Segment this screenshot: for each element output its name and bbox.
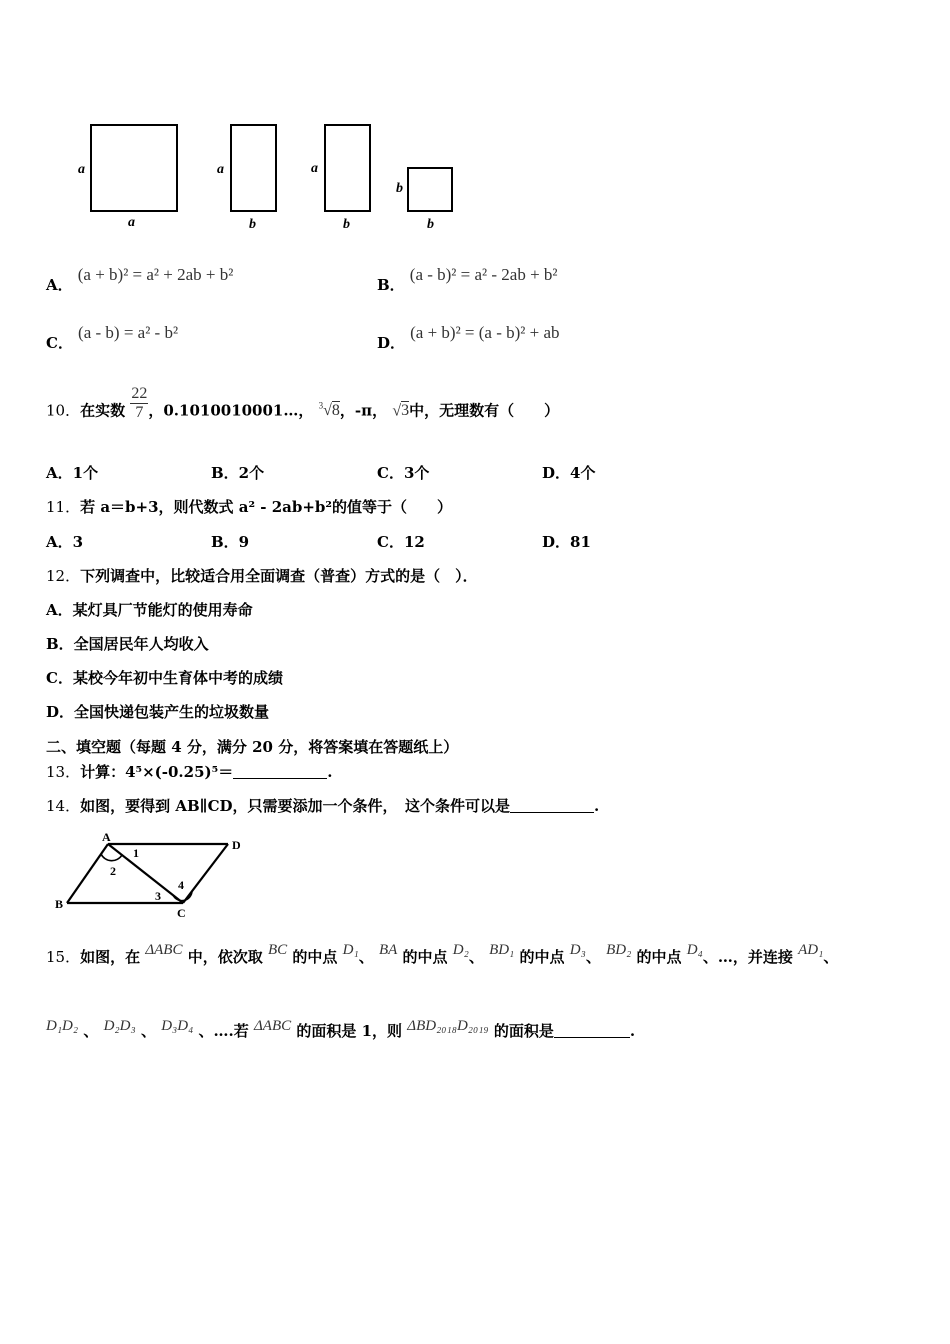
q10-number: 10． <box>46 401 81 420</box>
q15-l2-m4: ΔABC <box>254 1018 292 1034</box>
rect-2-bottom-label: b <box>343 217 350 232</box>
q15-l1-m5: D₂ <box>452 942 469 958</box>
diagonal-ac <box>108 844 183 903</box>
parallelogram-figure <box>52 828 252 923</box>
q15-l1-t4: 、 <box>358 948 374 966</box>
big-square-side-label: a <box>78 162 85 177</box>
small-square-bottom-label: b <box>427 217 434 232</box>
q14-number: 14． <box>46 797 81 815</box>
q10-frac-den: 7 <box>135 403 144 421</box>
q13-end: . <box>327 763 333 781</box>
q9-option-b-formula: (a - b)² = a² - 2ab + b² <box>409 265 558 284</box>
q15-l1-t1: 如图，在 <box>80 948 141 966</box>
q15-l2-t4: 的面积是 1，则 <box>296 1022 403 1040</box>
q9-option-a[interactable] <box>46 264 234 294</box>
q9-option-d-label: D． <box>377 334 406 352</box>
area-model-figure <box>70 115 470 240</box>
q9-option-b[interactable] <box>377 264 558 294</box>
q11-number: 11． <box>46 498 81 516</box>
big-square-bottom-label: a <box>128 215 135 230</box>
q10-decimal: ，0.1010010001…， <box>148 401 314 420</box>
q15-l1-m2: BC <box>267 942 288 958</box>
q12-text: 下列调查中，比较适合用全面调查（普查）方式的是（ ）． <box>80 567 478 585</box>
question-14 <box>46 795 599 816</box>
q9-option-d[interactable] <box>377 322 560 352</box>
angle-arc-a <box>101 854 122 861</box>
vertex-c-label: C <box>177 906 186 920</box>
q15-l2-m2: D₂D₃ <box>103 1018 136 1034</box>
q15-l1-t8: 、 <box>585 948 601 966</box>
q9-option-b-label: B． <box>377 276 405 294</box>
angle-2-label: 2 <box>110 864 116 878</box>
q15-l1-m4: BA <box>378 942 398 958</box>
section-2-title: 二、填空题（每题 4 分，满分 20 分，将答案填在答题纸上） <box>46 738 459 756</box>
rect-1-bottom-label: b <box>249 217 256 232</box>
q15-l1-t11: 、 <box>823 948 839 966</box>
q15-l1-t9: 的中点 <box>636 948 682 966</box>
q12-number: 12． <box>46 567 81 585</box>
q10-option-c[interactable]: C．3个 <box>377 464 430 482</box>
small-square-side-label: b <box>396 181 403 196</box>
rect-1-side-label: a <box>217 162 224 177</box>
question-13 <box>46 761 332 782</box>
q10-pi: ，-π， <box>339 401 388 420</box>
q9-option-d-formula: (a + b)² = (a - b)² + ab <box>410 323 560 342</box>
q15-l1-t3: 的中点 <box>292 948 338 966</box>
angle-1-label: 1 <box>133 846 139 860</box>
q15-l2-t5: 的面积是 <box>493 1022 554 1040</box>
rect-2 <box>325 125 370 211</box>
vertex-b-label: B <box>55 897 64 911</box>
q9-option-a-label: A． <box>46 276 73 294</box>
q12-option-a[interactable]: A．某灯具厂节能灯的使用寿命 <box>46 601 253 619</box>
q15-l1-m6: BD₁ <box>489 942 515 958</box>
q15-l1-t6: 、 <box>468 948 484 966</box>
vertex-a-label: A <box>102 830 111 844</box>
q15-l1-m9: D₄ <box>686 942 703 958</box>
q15-l1-t2: 中，依次取 <box>187 948 263 966</box>
question-10 <box>46 378 559 434</box>
question-15-line-2 <box>46 1020 635 1041</box>
q15-l1-m10: AD₁ <box>798 942 824 958</box>
q15-end: . <box>629 1022 636 1040</box>
q12-option-c[interactable]: C．某校今年初中生育体中考的成绩 <box>46 669 283 687</box>
q15-l2-m1: D₁D₂ <box>46 1018 79 1034</box>
q10-cbrt-value: 8 <box>331 402 340 420</box>
q9-option-c[interactable] <box>46 322 179 352</box>
rect-1 <box>231 125 276 211</box>
q15-l1-m8: BD₂ <box>606 942 632 958</box>
q10-text-before: 在实数 <box>80 401 126 420</box>
q10-text-after: 中，无理数有（ ） <box>409 401 560 420</box>
segment-cd <box>183 844 228 903</box>
angle-4-label: 4 <box>178 878 184 892</box>
q13-number: 13． <box>46 763 81 781</box>
big-square <box>91 125 177 211</box>
q11-option-a[interactable]: A．3 <box>46 533 84 551</box>
q15-l1-t10: 、…，并连接 <box>702 948 793 966</box>
q15-l2-t3: 、….若 <box>198 1022 249 1040</box>
q11-option-c[interactable]: C．12 <box>377 533 425 551</box>
q15-l2-m3: D₃D₄ <box>161 1018 194 1034</box>
q15-l1-t7: 的中点 <box>519 948 565 966</box>
q10-cube-root: $^3$√8 <box>318 401 340 420</box>
q15-answer-blank[interactable] <box>554 1023 630 1038</box>
q15-l1-m3: D₁ <box>342 942 359 958</box>
q9-option-c-label: C． <box>46 334 73 352</box>
q12-option-b[interactable]: B．全国居民年人均收入 <box>46 635 209 653</box>
q11-option-d[interactable]: D．81 <box>542 533 591 551</box>
q13-answer-blank[interactable] <box>233 764 327 779</box>
q11-text: 若 a＝b+3，则代数式 a² - 2ab+b²的值等于（ ） <box>80 498 452 516</box>
q15-l2-m5: ΔBD₂₀₁₈D₂₀₁₉ <box>407 1018 489 1034</box>
q15-l1-m1: ΔABC <box>145 942 183 958</box>
question-15-line-1 <box>46 942 839 967</box>
q9-option-a-formula: (a + b)² = a² + 2ab + b² <box>77 265 234 284</box>
angle-3-label: 3 <box>155 889 161 903</box>
q9-option-c-formula: (a - b) = a² - b² <box>78 323 179 342</box>
q12-option-d[interactable]: D．全国快递包装产生的垃圾数量 <box>46 703 270 721</box>
q14-answer-blank[interactable] <box>510 798 594 813</box>
q15-number: 15． <box>46 948 81 966</box>
rect-2-side-label: a <box>311 161 318 176</box>
q10-option-b[interactable]: B．2个 <box>211 464 265 482</box>
segment-ab <box>67 844 108 903</box>
q13-text: 计算：4⁵×(-0.25)⁵＝ <box>80 763 234 781</box>
q10-sqrt-value: 3 <box>401 402 410 420</box>
q14-end: . <box>594 797 600 815</box>
question-12 <box>46 565 478 586</box>
q10-option-a[interactable]: A．1个 <box>46 464 99 482</box>
question-11 <box>46 496 452 517</box>
q10-fraction <box>130 385 148 422</box>
q14-text: 如图，要得到 AB∥CD，只需要添加一个条件， 这个条件可以是 <box>80 797 511 815</box>
q15-l1-t5: 的中点 <box>402 948 448 966</box>
q15-l1-m7: D₃ <box>569 942 586 958</box>
small-square <box>408 168 452 211</box>
q10-sqrt: √3 <box>392 402 410 420</box>
vertex-d-label: D <box>232 838 241 852</box>
q11-option-b[interactable]: B．9 <box>211 533 250 551</box>
q15-l2-t1: 、 <box>83 1022 99 1040</box>
q10-frac-num: 22 <box>131 384 148 402</box>
q15-l2-t2: 、 <box>140 1022 156 1040</box>
q10-option-d[interactable]: D．4个 <box>542 464 596 482</box>
q10-cbrt-index: 3 <box>318 401 324 411</box>
